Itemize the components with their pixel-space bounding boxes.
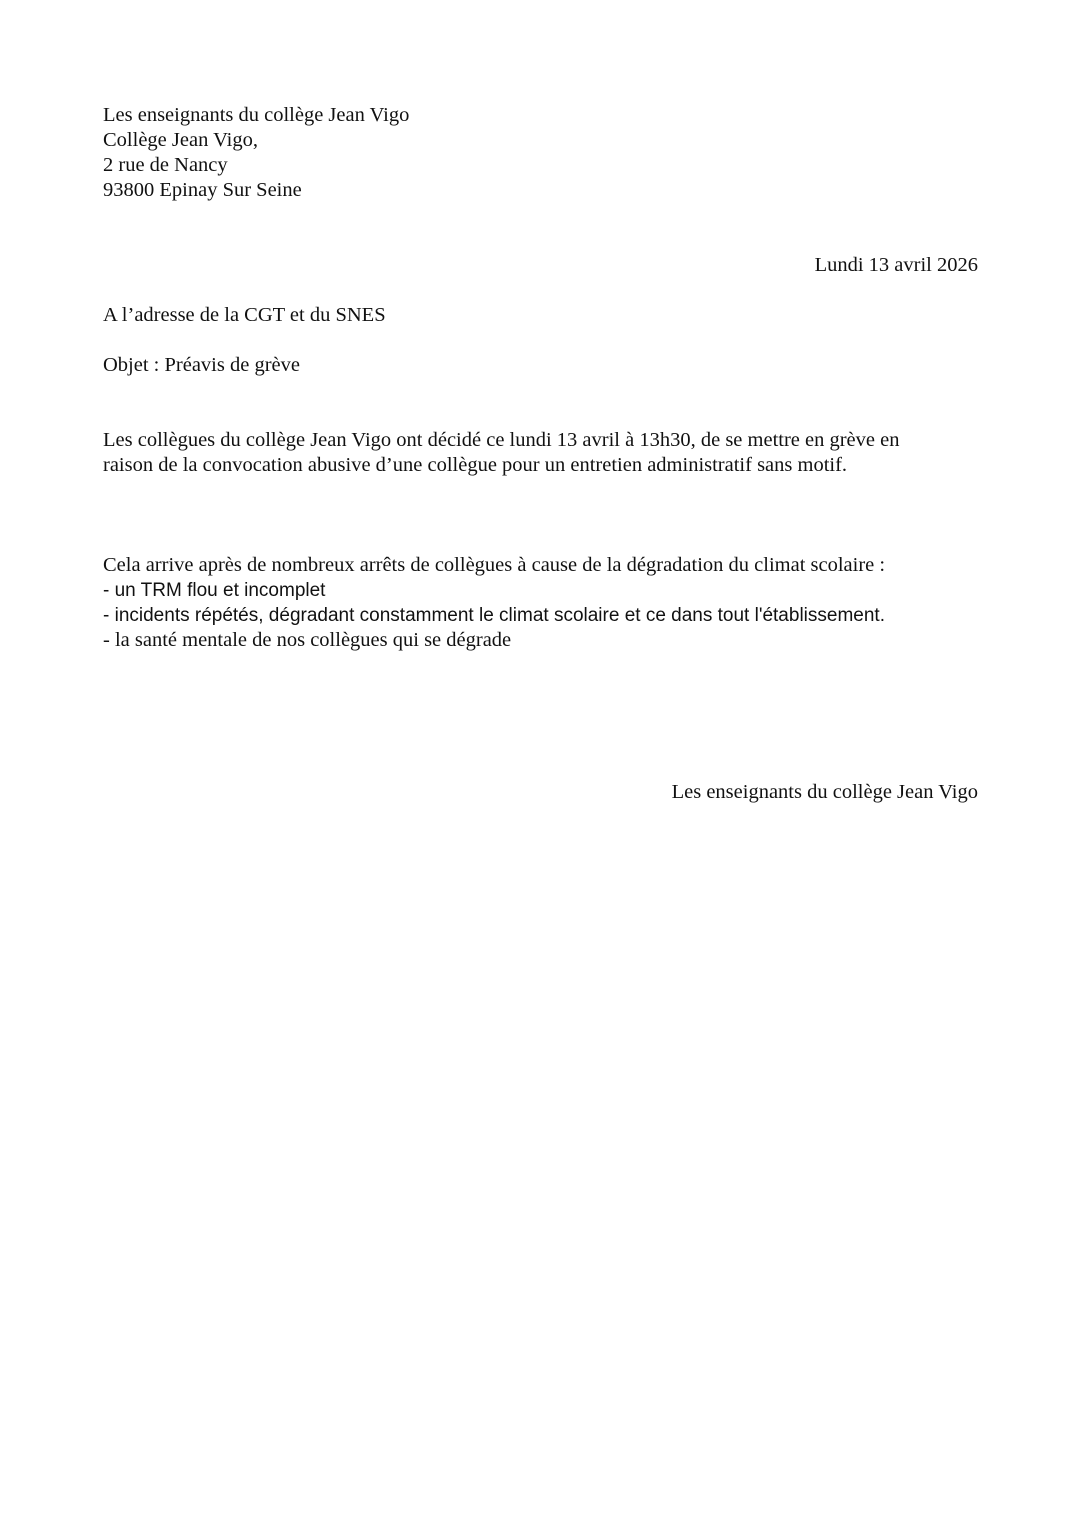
recipient-block [103,303,978,328]
sender-name: Les enseignants du collège Jean Vigo [103,104,410,126]
sender-school: Collège Jean Vigo, [103,129,258,151]
list-item: - un TRM flou et incomplet [103,580,326,601]
list-item: - incidents répétés, dégradant constamment le climat scolaire et ce dans tout l'établissement. [103,605,885,626]
paragraph-reasons [103,553,978,653]
sender-city: 93800 Epinay Sur Seine [103,179,302,201]
signature-block [103,780,978,805]
paragraph1-line1: Les collègues du collège Jean Vigo ont décidé ce lundi 13 avril à 13h30, de se mettre en grève en [103,429,900,451]
paragraph-strike-decision [103,428,978,478]
letter-date-block [103,253,978,278]
list-item: - la santé mentale de nos collègues qui se dégrade [103,629,512,651]
subject-line: Objet : Préavis de grève [103,354,300,376]
sender-address-block [103,103,978,203]
letter-date: Lundi 13 avril 2026 [814,254,978,276]
paragraph1-line2: raison de la convocation abusive d’une collègue pour un entretien administratif sans motif. [103,454,848,476]
subject-block [103,353,978,378]
sender-street: 2 rue de Nancy [103,154,228,176]
signature-line: Les enseignants du collège Jean Vigo [671,781,978,803]
recipient-line: A l’adresse de la CGT et du SNES [103,304,386,326]
paragraph2-intro: Cela arrive après de nombreux arrêts de collègues à cause de la dégradation du climat scolaire : [103,554,886,576]
